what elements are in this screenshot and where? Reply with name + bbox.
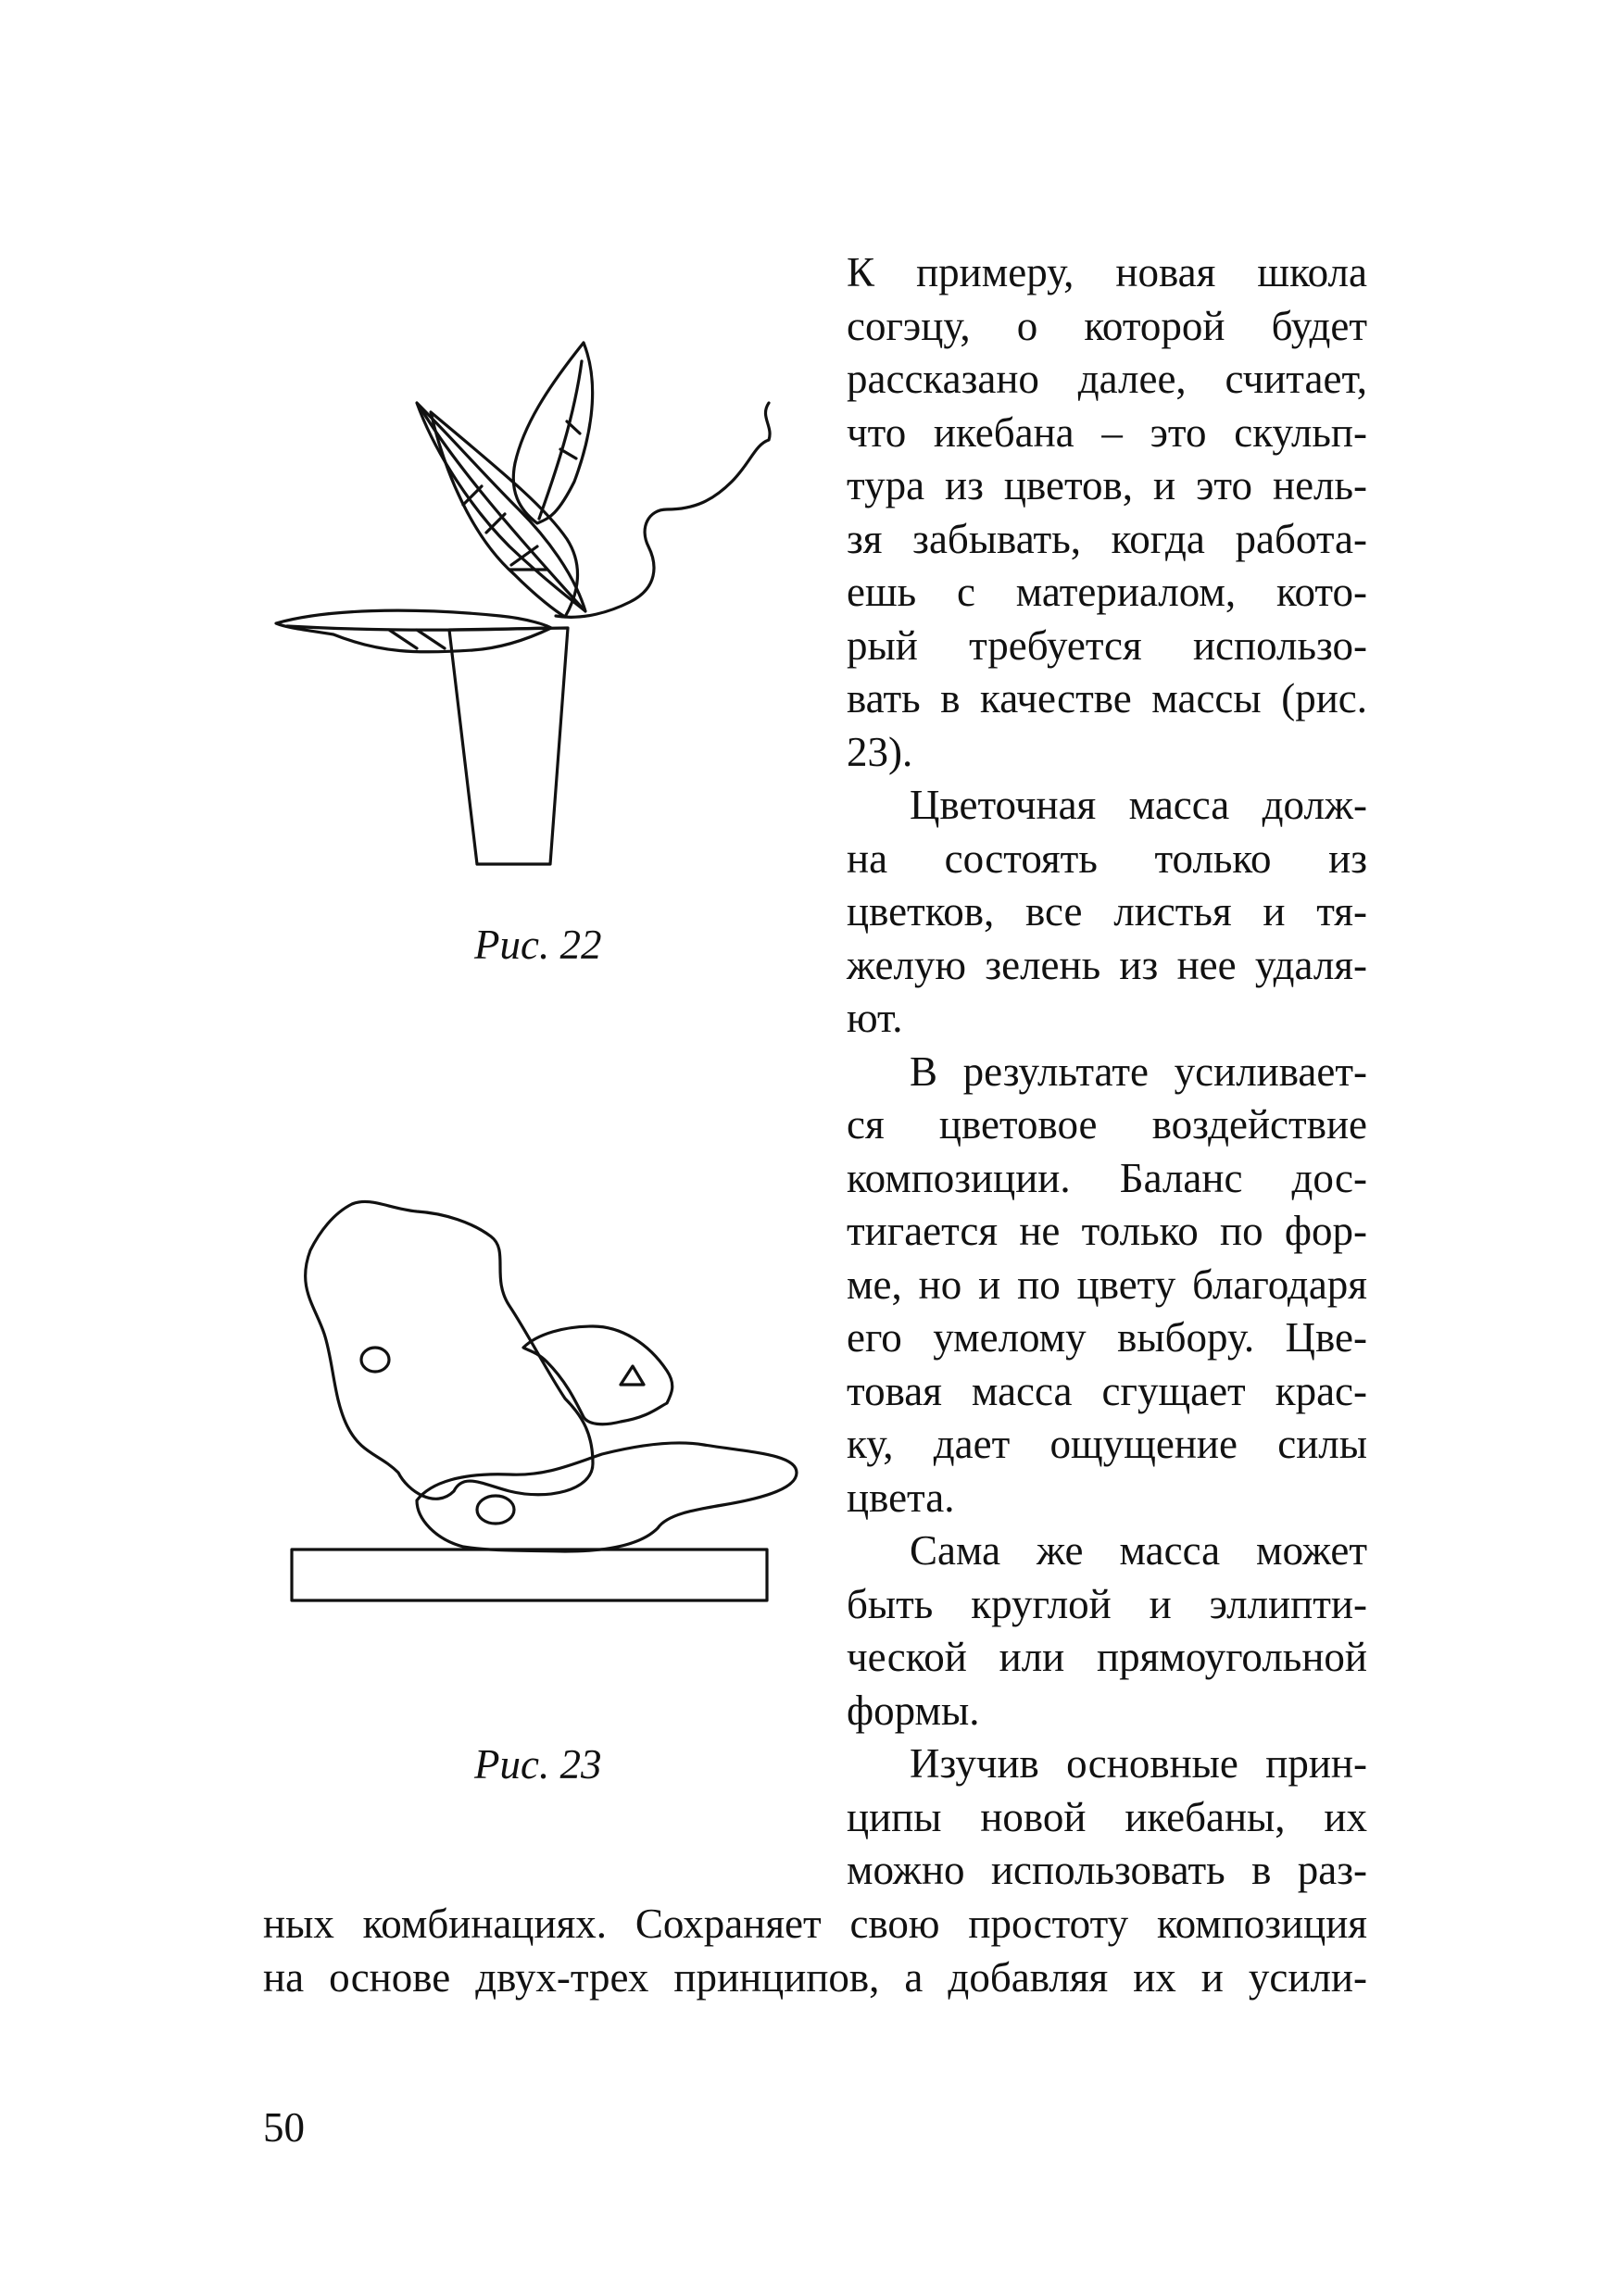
- text-line: зя забывать, когда работа-: [847, 515, 1367, 562]
- text-line: К примеру, новая школа: [847, 249, 1367, 295]
- right-text-column: [847, 246, 1367, 1898]
- text-line: ку, дает ощущение силы: [847, 1421, 1367, 1467]
- text-line: вать в качестве массы (рис.: [847, 675, 1367, 721]
- text-line: его умелому выбору. Цве-: [847, 1314, 1367, 1361]
- vase-outline: [449, 628, 568, 864]
- text-line: ципы новой икебаны, их: [847, 1793, 1367, 1840]
- figure-22-caption: Рис. 22: [474, 922, 602, 968]
- text-line: формы.: [847, 1687, 980, 1734]
- back-rock-outline: [523, 1326, 672, 1424]
- large-rock-outline: [306, 1201, 593, 1499]
- text-line: Сама же масса может: [910, 1527, 1367, 1574]
- text-line: рассказано далее, считает,: [847, 356, 1367, 402]
- text-line: ся цветовое воздействие: [847, 1101, 1367, 1148]
- text-line: 23).: [847, 728, 913, 775]
- text-line: Изучив основные прин-: [910, 1740, 1367, 1787]
- figure-23-caption: Рис. 23: [474, 1741, 602, 1788]
- text-line: Цветочная масса долж-: [910, 782, 1367, 828]
- text-line: тура из цветов, и это нель-: [847, 462, 1367, 508]
- text-line: композиции. Баланс дос-: [847, 1154, 1367, 1201]
- text-line: на состоять только из: [847, 834, 1367, 882]
- text-line: ешь с материалом, кото-: [847, 569, 1367, 615]
- text-line: желую зелень из нее удаля-: [847, 941, 1367, 988]
- figure-22-drawing: [269, 333, 815, 889]
- text-line: можно использовать в раз-: [847, 1847, 1367, 1893]
- page-number: 50: [263, 2104, 305, 2151]
- figure-23-drawing: [269, 1195, 824, 1621]
- rock-hole-2: [621, 1366, 644, 1385]
- text-line: тигается не только по фор-: [847, 1208, 1367, 1254]
- text-line: ных комбинациях. Сохраняет свою простоту композиция: [263, 1901, 1367, 1947]
- text-line: согэцу, о которой будет: [847, 302, 1367, 349]
- figure-23-mass-composition-illustration: [269, 1195, 824, 1621]
- text-line: на основе двух-трех принципов, а добавляя их и усили-: [263, 1953, 1367, 2001]
- text-line: цветков, все листья и тя-: [847, 888, 1367, 935]
- text-line: товая масса сгущает крас-: [847, 1367, 1367, 1414]
- full-width-text: [263, 1898, 1367, 2004]
- rock-hole-1: [361, 1348, 389, 1372]
- text-line: рый требуется использо-: [847, 621, 1367, 669]
- rock-hole-3: [477, 1496, 514, 1524]
- figure-22-ikebana-vase-illustration: [269, 333, 815, 889]
- text-line: В результате усиливает-: [910, 1048, 1367, 1095]
- text-line: ме, но и по цвету благодаря: [847, 1261, 1367, 1308]
- text-line: цвета.: [847, 1474, 955, 1521]
- text-line: быть круглой и эллипти-: [847, 1580, 1367, 1627]
- text-line: ют.: [847, 995, 903, 1041]
- text-line: ческой или прямоугольной: [847, 1634, 1367, 1680]
- base-slab: [292, 1549, 767, 1600]
- front-rock-outline: [417, 1443, 797, 1551]
- text-line: что икебана – это скульп-: [847, 408, 1367, 456]
